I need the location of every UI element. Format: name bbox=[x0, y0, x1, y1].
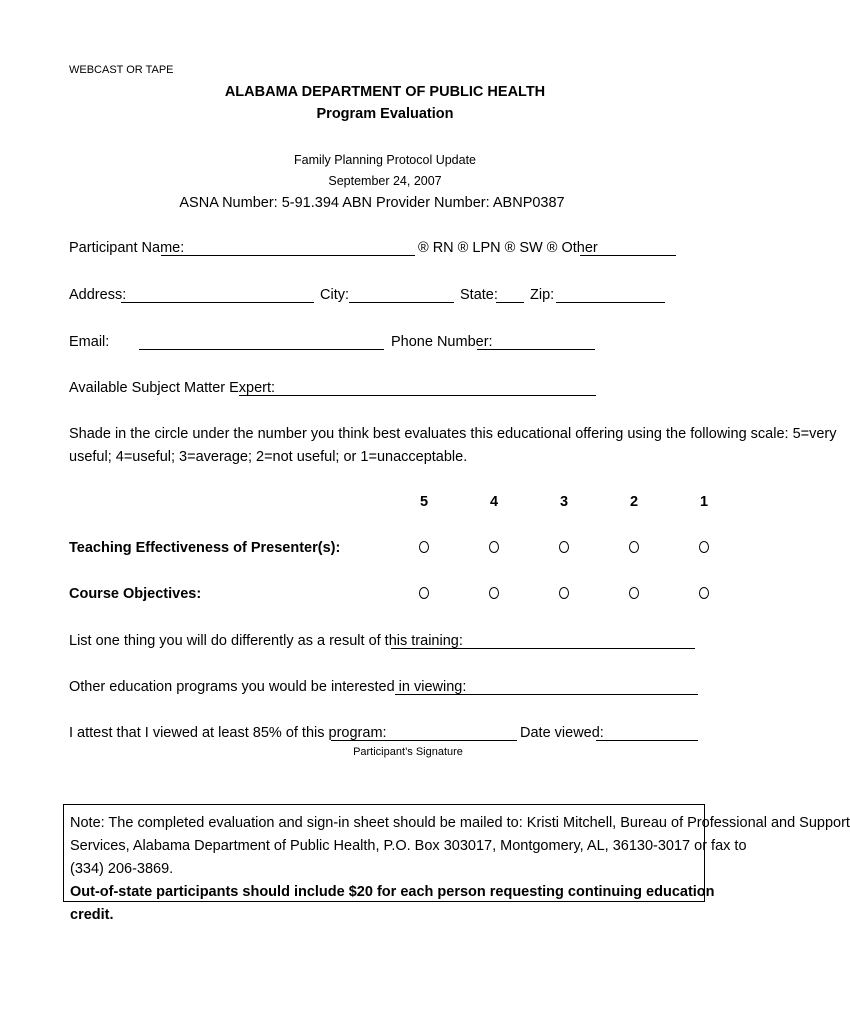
do-differently-label: List one thing you will do differently as a result of this training: bbox=[69, 633, 463, 649]
city-label: City: bbox=[320, 287, 349, 303]
note-line-4-bold: credit. bbox=[70, 907, 114, 923]
state-field[interactable] bbox=[496, 302, 524, 303]
attest-label: I attest that I viewed at least 85% of this program: bbox=[69, 725, 387, 741]
email-label: Email: bbox=[69, 334, 110, 350]
teaching-rating-4-radio[interactable] bbox=[489, 541, 499, 553]
objectives-rating-5-radio[interactable] bbox=[419, 587, 429, 599]
teaching-rating-2-radio[interactable] bbox=[629, 541, 639, 553]
instructions-line-2: useful; 4=useful; 3=average; 2=not useful; or 1=unacceptable. bbox=[69, 449, 468, 465]
participant-name-label: Participant Name: bbox=[69, 240, 185, 256]
objectives-rating-4-radio[interactable] bbox=[489, 587, 499, 599]
mailing-note bbox=[63, 804, 850, 923]
scale-1-header: 1 bbox=[699, 494, 709, 510]
other-programs-field[interactable] bbox=[395, 694, 698, 695]
signature-caption: Participant’s Signature bbox=[353, 746, 463, 758]
asna-number: ASNA Number: 5-91.394 ABN Provider Number: ABNP0387 bbox=[179, 195, 565, 211]
do-differently-field[interactable] bbox=[391, 648, 695, 649]
address-label: Address: bbox=[69, 287, 127, 303]
email-field[interactable] bbox=[139, 349, 384, 350]
role-options[interactable]: ® RN ® LPN ® SW ® Other bbox=[418, 240, 598, 256]
expert-label: Available Subject Matter Expert: bbox=[69, 380, 276, 396]
org-name: ALABAMA DEPARTMENT OF PUBLIC HEALTH bbox=[224, 84, 546, 100]
page-title: Program Evaluation bbox=[316, 106, 454, 122]
form-type-tag: WEBCAST OR TAPE bbox=[69, 64, 174, 76]
note-line-3-plain: (334) 206-3869. bbox=[70, 861, 174, 877]
signature-field[interactable] bbox=[331, 740, 517, 741]
teaching-rating-3-radio[interactable] bbox=[559, 541, 569, 553]
scale-3-header: 3 bbox=[559, 494, 569, 510]
state-label: State: bbox=[460, 287, 498, 303]
zip-label: Zip: bbox=[530, 287, 555, 303]
expert-field[interactable] bbox=[239, 395, 596, 396]
scale-5-header: 5 bbox=[419, 494, 429, 510]
objectives-rating-1-radio[interactable] bbox=[699, 587, 709, 599]
other-programs-label: Other education programs you would be interested in viewing: bbox=[69, 679, 467, 695]
phone-field[interactable] bbox=[477, 349, 595, 350]
course-objectives-label: Course Objectives: bbox=[69, 586, 202, 602]
note-line-1: Note: The completed evaluation and sign-in sheet should be mailed to: Kristi Mitchell, Bureau of Professional and Support bbox=[70, 815, 850, 831]
teaching-effectiveness-label: Teaching Effectiveness of Presenter(s): bbox=[69, 540, 341, 556]
objectives-rating-2-radio[interactable] bbox=[629, 587, 639, 599]
scale-2-header: 2 bbox=[629, 494, 639, 510]
note-line-3-bold: Out-of-state participants should include $20 for each person requesting continuing education bbox=[70, 884, 715, 900]
program-date: September 24, 2007 bbox=[328, 174, 442, 188]
date-viewed-label: Date viewed: bbox=[520, 725, 604, 741]
program-name: Family Planning Protocol Update bbox=[293, 153, 477, 167]
note-line-2: Services, Alabama Department of Public Health, P.O. Box 303017, Montgomery, AL, 36130-3017 or fax to bbox=[70, 838, 747, 854]
objectives-rating-3-radio[interactable] bbox=[559, 587, 569, 599]
phone-label: Phone Number: bbox=[391, 334, 493, 350]
address-field[interactable] bbox=[121, 302, 314, 303]
city-field[interactable] bbox=[349, 302, 454, 303]
other-role-field[interactable] bbox=[580, 255, 676, 256]
teaching-rating-5-radio[interactable] bbox=[419, 541, 429, 553]
scale-4-header: 4 bbox=[489, 494, 499, 510]
date-viewed-field[interactable] bbox=[596, 740, 698, 741]
zip-field[interactable] bbox=[556, 302, 665, 303]
instructions-line-1: Shade in the circle under the number you think best evaluates this educational offering using the following scale: 5=very bbox=[69, 426, 837, 442]
teaching-rating-1-radio[interactable] bbox=[699, 541, 709, 553]
participant-name-field[interactable] bbox=[161, 255, 415, 256]
